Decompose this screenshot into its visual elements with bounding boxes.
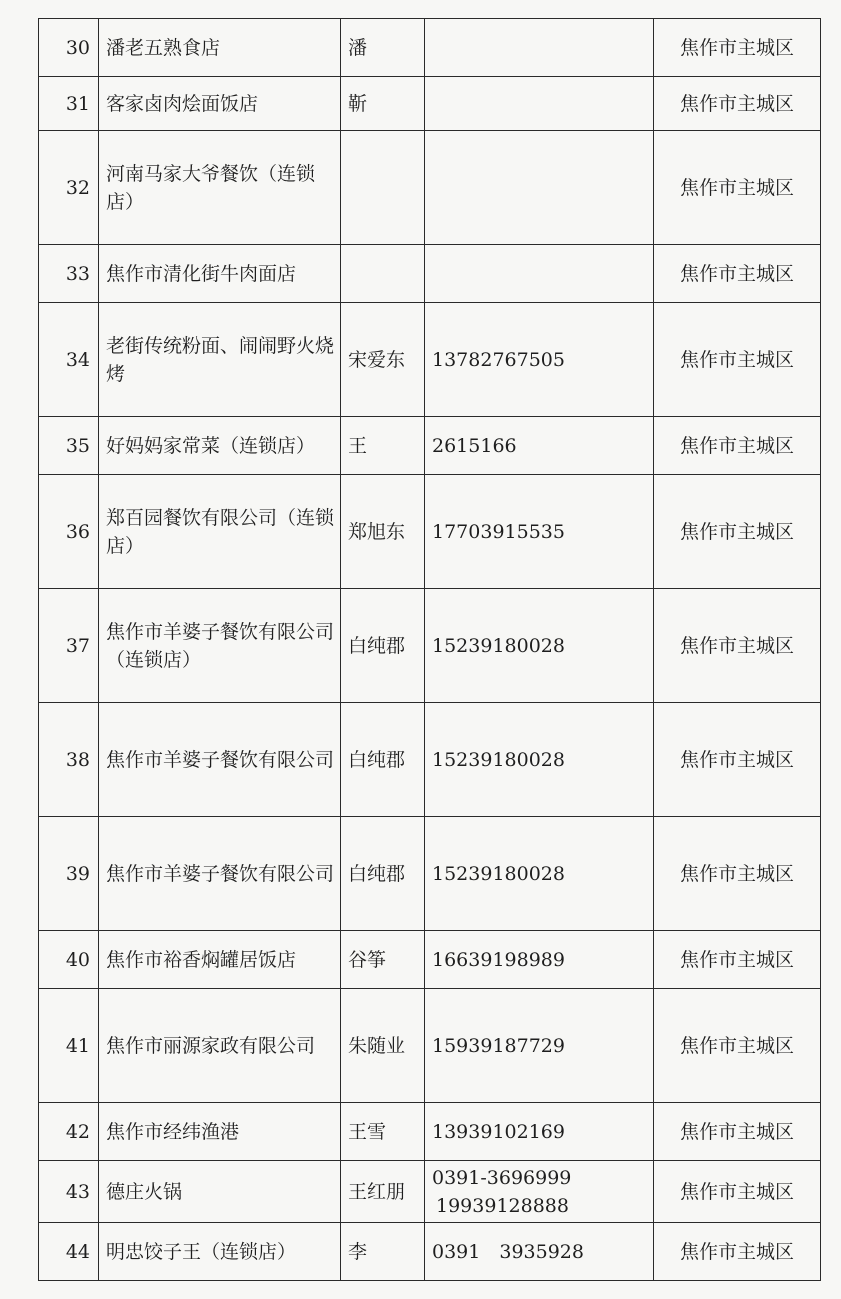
- phone-line: 15239180028: [432, 748, 565, 771]
- store-name: 焦作市羊婆子餐饮有限公司（连锁店）: [99, 589, 341, 703]
- phone-line: 13939102169: [432, 1120, 565, 1143]
- row-number: 42: [39, 1103, 99, 1161]
- phone-line: 15239180028: [432, 862, 565, 885]
- district: 焦作市主城区: [654, 245, 821, 303]
- table-row: [39, 475, 821, 589]
- row-number: 41: [39, 989, 99, 1103]
- row-number: 33: [39, 245, 99, 303]
- contact-person: 王红朋: [341, 1161, 425, 1223]
- store-name: 焦作市羊婆子餐饮有限公司: [99, 703, 341, 817]
- store-name: 潘老五熟食店: [99, 19, 341, 77]
- district: 焦作市主城区: [654, 1161, 821, 1223]
- phone-line: 0391 3935928: [432, 1240, 584, 1263]
- row-number: 40: [39, 931, 99, 989]
- contact-person: 白纯郡: [341, 817, 425, 931]
- phone-line: 17703915535: [432, 520, 565, 543]
- table-row: [39, 303, 821, 417]
- store-name: 明忠饺子王（连锁店）: [99, 1223, 341, 1281]
- phone-line: 15939187729: [432, 1034, 565, 1057]
- phone-number: [425, 77, 654, 131]
- store-name: 德庄火锅: [99, 1161, 341, 1223]
- table-row: [39, 1103, 821, 1161]
- district: 焦作市主城区: [654, 589, 821, 703]
- table-row: [39, 1161, 821, 1223]
- table-row: [39, 245, 821, 303]
- phone-number: [425, 989, 654, 1103]
- phone-line: 2615166: [432, 434, 517, 457]
- table-row: [39, 1223, 821, 1281]
- row-number: 32: [39, 131, 99, 245]
- district: 焦作市主城区: [654, 817, 821, 931]
- store-name: 郑百园餐饮有限公司（连锁店）: [99, 475, 341, 589]
- store-name: 好妈妈家常菜（连锁店）: [99, 417, 341, 475]
- store-name: 焦作市丽源家政有限公司: [99, 989, 341, 1103]
- phone-number: [425, 703, 654, 817]
- phone-number: [425, 817, 654, 931]
- table-row: [39, 131, 821, 245]
- phone-number: [425, 931, 654, 989]
- store-roster-table: [38, 18, 821, 1281]
- district: 焦作市主城区: [654, 475, 821, 589]
- contact-person: 白纯郡: [341, 589, 425, 703]
- phone-number: [425, 589, 654, 703]
- table-row: [39, 589, 821, 703]
- district: 焦作市主城区: [654, 19, 821, 77]
- district: 焦作市主城区: [654, 703, 821, 817]
- phone-number: [425, 131, 654, 245]
- table-row: [39, 703, 821, 817]
- row-number: 37: [39, 589, 99, 703]
- contact-person: 宋爱东: [341, 303, 425, 417]
- store-name: 河南马家大爷餐饮（连锁店）: [99, 131, 341, 245]
- contact-person: 王: [341, 417, 425, 475]
- phone-line: 15239180028: [432, 634, 565, 657]
- contact-person: [341, 131, 425, 245]
- store-name: 焦作市经纬渔港: [99, 1103, 341, 1161]
- row-number: 36: [39, 475, 99, 589]
- district: 焦作市主城区: [654, 931, 821, 989]
- contact-person: 白纯郡: [341, 703, 425, 817]
- contact-person: 郑旭东: [341, 475, 425, 589]
- phone-line: 13782767505: [432, 348, 565, 371]
- store-name: 老街传统粉面、闹闹野火烧烤: [99, 303, 341, 417]
- contact-person: 谷筝: [341, 931, 425, 989]
- phone-number: [425, 1223, 654, 1281]
- contact-person: 王雪: [341, 1103, 425, 1161]
- roster-body: [39, 19, 821, 1281]
- phone-number: [425, 19, 654, 77]
- contact-person: [341, 245, 425, 303]
- table-row: [39, 931, 821, 989]
- row-number: 43: [39, 1161, 99, 1223]
- phone-line: 19939128888: [436, 1194, 569, 1217]
- phone-number: [425, 1161, 654, 1223]
- row-number: 44: [39, 1223, 99, 1281]
- phone-number: [425, 245, 654, 303]
- phone-number: [425, 1103, 654, 1161]
- district: 焦作市主城区: [654, 417, 821, 475]
- row-number: 38: [39, 703, 99, 817]
- contact-person: 朱随业: [341, 989, 425, 1103]
- store-name: 客家卤肉烩面饭店: [99, 77, 341, 131]
- phone-number: [425, 475, 654, 589]
- contact-person: 潘: [341, 19, 425, 77]
- phone-line: 16639198989: [432, 948, 565, 971]
- phone-number: [425, 417, 654, 475]
- table-row: [39, 817, 821, 931]
- contact-person: 靳: [341, 77, 425, 131]
- phone-line: 0391-3696999: [432, 1166, 572, 1189]
- district: 焦作市主城区: [654, 1223, 821, 1281]
- table-row: [39, 19, 821, 77]
- contact-person: 李: [341, 1223, 425, 1281]
- row-number: 39: [39, 817, 99, 931]
- table-row: [39, 989, 821, 1103]
- row-number: 35: [39, 417, 99, 475]
- store-name: 焦作市清化街牛肉面店: [99, 245, 341, 303]
- row-number: 30: [39, 19, 99, 77]
- store-name: 焦作市羊婆子餐饮有限公司: [99, 817, 341, 931]
- row-number: 34: [39, 303, 99, 417]
- district: 焦作市主城区: [654, 303, 821, 417]
- store-name: 焦作市裕香焖罐居饭店: [99, 931, 341, 989]
- district: 焦作市主城区: [654, 989, 821, 1103]
- district: 焦作市主城区: [654, 1103, 821, 1161]
- table-row: [39, 417, 821, 475]
- district: 焦作市主城区: [654, 77, 821, 131]
- district: 焦作市主城区: [654, 131, 821, 245]
- row-number: 31: [39, 77, 99, 131]
- table-row: [39, 77, 821, 131]
- phone-number: [425, 303, 654, 417]
